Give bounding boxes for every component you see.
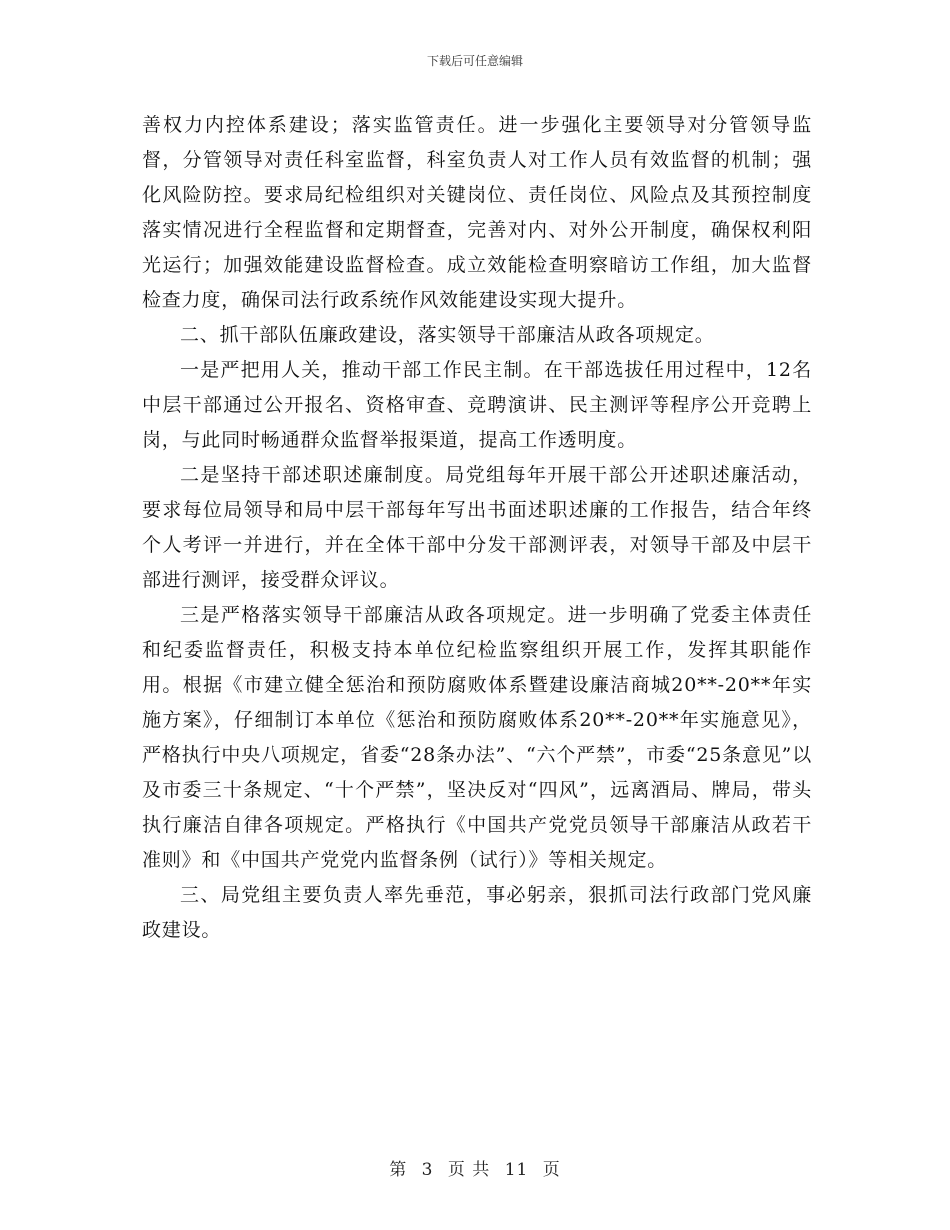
page-header: 下载后可任意编辑 (426, 54, 523, 68)
paragraph-5: 三是严格落实领导干部廉洁从政各项规定。进一步明确了党委主体责任和纪委监督责任，积极支持本单位纪检监察组织开展工作，发挥其职能作用。根据《市建立健全惩治和预防腐败体系暨建设廉洁商城20**-20**年实施方案》，仔细制订本单位《惩治和预防腐败体系20**-20**年实施意见》，严格执行中央八项规定，省委“28条办法”、“六个严禁”，市委“25条意见”以及市委三十条规定、“十个严禁”，坚决反对“四风”，远离酒局、牌局，带头执行廉洁自律各项规定。严格执行《中国共产党党员领导干部廉洁从政若干准则》和《中国共产党党内监督条例（试行）》等相关规定。 (142, 604, 812, 871)
paragraph-4: 二是坚持干部述职述廉制度。局党组每年开展干部公开述职述廉活动，要求每位局领导和局中层干部每年写出书面述职述廉的工作报告，结合年终个人考评一并进行，并在全体干部中分发干部测评表，对领导干部及中层干部进行测评，接受群众评议。 (142, 464, 812, 591)
current-page-number: 3 (421, 1160, 434, 1180)
page-footer (0, 1155, 950, 1180)
section-heading-2: 二、抓干部队伍廉政建设，落实领导干部廉洁从政各项规定。 (180, 324, 715, 346)
footer-middle: 页 共 (447, 1160, 491, 1180)
paragraph-1: 善权力内控体系建设；落实监管责任。进一步强化主要领导对分管领导监督，分管领导对责任科室监督，科室负责人对工作人员有效监督的机制；强化风险防控。要求局纪检组织对关键岗位、责任岗位、风险点及其预控制度落实情况进行全程监督和定期督查，完善对内、对外公开制度，确保权利阳光运行；加强效能建设监督检查。成立效能检查明察暗访工作组，加大监督检查力度，确保司法行政系统作风效能建设实现大提升。 (142, 114, 812, 311)
section-heading-3: 三、局党组主要负责人率先垂范，事必躬亲，狠抓司法行政部门党风廉政建设。 (142, 884, 812, 941)
footer-suffix: 页 (542, 1160, 561, 1180)
footer-prefix: 第 (389, 1160, 408, 1180)
document-body (142, 108, 812, 948)
paragraph-3: 一是严把用人关，推动干部工作民主制。在干部选拔任用过程中，12名中层干部通过公开报名、资格审查、竞聘演讲、民主测评等程序公开竞聘上岗，与此同时畅通群众监督举报渠道，提高工作透明度。 (142, 359, 812, 451)
total-page-count: 11 (504, 1160, 529, 1180)
